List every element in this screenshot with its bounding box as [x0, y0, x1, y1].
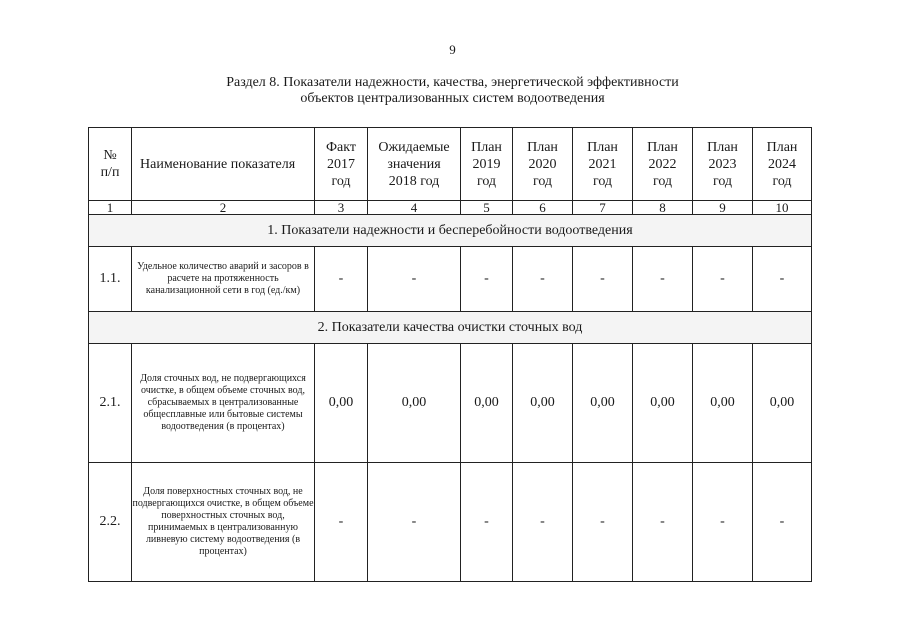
- header-plan-2022: [633, 128, 693, 201]
- header-line: План: [766, 139, 798, 155]
- value-cell: -: [513, 247, 573, 312]
- header-line: год: [712, 173, 733, 189]
- indicators-table: [88, 127, 812, 582]
- value-cell: -: [693, 247, 753, 312]
- header-plan-2019: [461, 128, 513, 201]
- row-number: 2.1.: [89, 344, 132, 463]
- row-number: 2.2.: [89, 463, 132, 582]
- value-cell: 0,00: [693, 344, 753, 463]
- column-number: 8: [633, 201, 693, 215]
- value-cell: 0,00: [461, 344, 513, 463]
- header-line: Факт: [325, 139, 356, 155]
- header-line: №: [103, 148, 117, 163]
- value-cell: -: [368, 463, 461, 582]
- header-line: Наименование показателя: [140, 156, 296, 172]
- column-number: 2: [132, 201, 315, 215]
- value-cell: 0,00: [315, 344, 368, 463]
- section-header-row: [89, 312, 812, 344]
- header-line: Ожидаемые: [378, 139, 450, 155]
- header-line: 2022: [648, 156, 677, 172]
- column-number: 10: [753, 201, 812, 215]
- header-num: [89, 128, 132, 201]
- header-line: год: [476, 173, 497, 189]
- column-number: 5: [461, 201, 513, 215]
- header-line: План: [647, 139, 678, 155]
- header-line: План: [587, 139, 618, 155]
- header-line: 2019: [472, 156, 501, 172]
- section-title-line-2: объектов централизованных систем водоотведения: [300, 91, 605, 106]
- table-row: [89, 463, 812, 582]
- value-cell: -: [513, 463, 573, 582]
- header-line: год: [772, 173, 792, 189]
- value-cell: 0,00: [368, 344, 461, 463]
- header-line: п/п: [100, 165, 120, 180]
- value-cell: 0,00: [753, 344, 812, 463]
- table-row: [89, 344, 812, 463]
- section-title-line-1: Раздел 8. Показатели надежности, качества, энергетической эффективности: [226, 75, 679, 90]
- value-cell: -: [315, 247, 368, 312]
- value-cell: -: [573, 247, 633, 312]
- header-plan-2020: [513, 128, 573, 201]
- header-line: 2018 год: [388, 173, 440, 189]
- header-plan-2023: [693, 128, 753, 201]
- header-plan-2024: [753, 128, 812, 201]
- value-cell: 0,00: [573, 344, 633, 463]
- section-heading-reliability: 1. Показатели надежности и бесперебойности водоотведения: [89, 215, 812, 247]
- header-line: 2024: [768, 156, 796, 172]
- indicator-name: Удельное количество аварий и засоров в расчете на протяженность канализационной сети в год (ед./км): [132, 247, 315, 312]
- indicator-name: Доля поверхностных сточных вод, не подвергающихся очистке, в общем объеме поверхностных сточных вод, принимаемых в централизованную ливневую систему водоотведения (в процентах): [132, 463, 315, 582]
- header-line: год: [652, 173, 673, 189]
- column-number: 7: [573, 201, 633, 215]
- value-cell: -: [753, 463, 812, 582]
- value-cell: -: [315, 463, 368, 582]
- header-line: 2020: [528, 156, 557, 172]
- header-expected-2018: [368, 128, 461, 201]
- section-header-row: [89, 215, 812, 247]
- value-cell: -: [633, 463, 693, 582]
- header-line: год: [532, 173, 553, 189]
- header-line: План: [527, 139, 558, 155]
- header-line: значения: [387, 156, 441, 172]
- section-title: [0, 75, 905, 107]
- section-heading-treatment-quality: 2. Показатели качества очистки сточных вод: [89, 312, 812, 344]
- column-number: 1: [89, 201, 132, 215]
- header-line: 2021: [588, 156, 617, 172]
- header-row: [89, 128, 812, 201]
- header-line: год: [592, 173, 613, 189]
- value-cell: 0,00: [633, 344, 693, 463]
- value-cell: -: [573, 463, 633, 582]
- header-line: План: [471, 139, 502, 155]
- header-line: План: [707, 139, 738, 155]
- header-line: 2017: [327, 156, 355, 172]
- value-cell: -: [693, 463, 753, 582]
- value-cell: -: [461, 247, 513, 312]
- value-cell: 0,00: [513, 344, 573, 463]
- value-cell: -: [633, 247, 693, 312]
- column-number: 6: [513, 201, 573, 215]
- column-number: 9: [693, 201, 753, 215]
- header-plan-2021: [573, 128, 633, 201]
- page-number: 9: [449, 42, 456, 57]
- value-cell: -: [461, 463, 513, 582]
- column-number-row: [89, 201, 812, 215]
- header-line: год: [331, 173, 351, 189]
- header-indicator-name: [132, 128, 315, 201]
- header-line: 2023: [708, 156, 737, 172]
- indicator-name: Доля сточных вод, не подвергающихся очистке, в общем объеме сточных вод, сбрасываемых в централизованные общесплавные или бытовые системы водоотведения (в процентах): [132, 344, 315, 463]
- value-cell: -: [753, 247, 812, 312]
- row-number: 1.1.: [89, 247, 132, 312]
- value-cell: -: [368, 247, 461, 312]
- column-number: 4: [368, 201, 461, 215]
- column-number: 3: [315, 201, 368, 215]
- table-row: [89, 247, 812, 312]
- header-fact-2017: [315, 128, 368, 201]
